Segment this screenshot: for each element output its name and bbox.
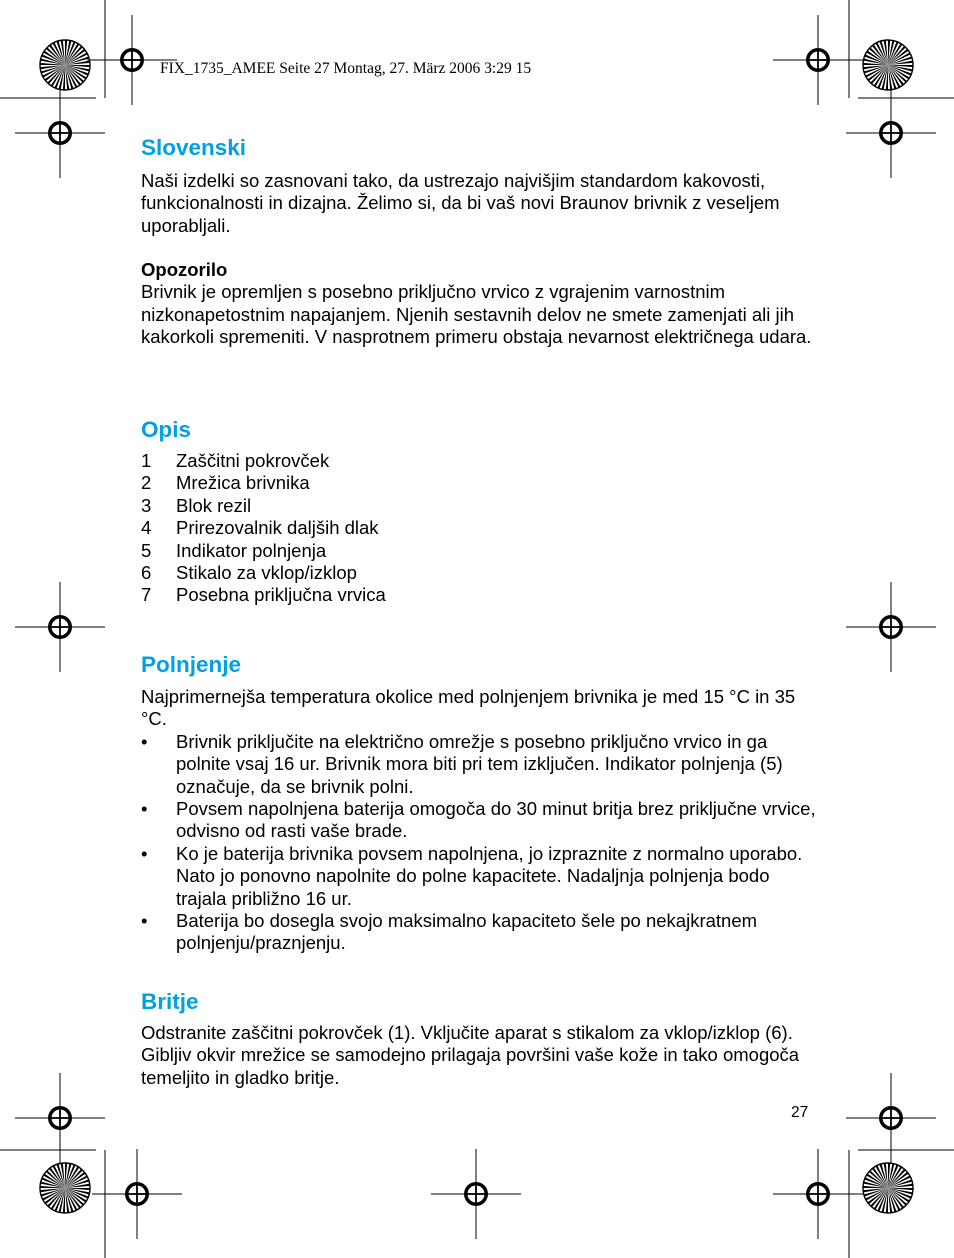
item-text: Baterija bo dosegla svojo maksimalno kapaciteto šele po nekajkratnem polnjenju/praznjenju. (176, 910, 758, 954)
starburst-target-icon (863, 40, 913, 90)
parts-list (141, 450, 821, 607)
registration-mark-icon (431, 1149, 521, 1239)
section-polnjenje (141, 686, 821, 955)
bullet-icon: • (141, 842, 148, 864)
starburst-target-icon (863, 1163, 913, 1213)
bullet-icon: • (141, 798, 148, 820)
heading-opis: Opis (141, 417, 192, 442)
warning-paragraph: Brivnik je opremljen s posebno priključno vrvico z vgrajenim varnostnim nizkonapetostnim napajanjem. Njenih sestavnih delov ne smete zamenjati ali jih kakorkoli spremeniti. V nasprotnem primeru obstaja nevarnost električnega udara. (141, 281, 812, 348)
item-number: 4 (141, 517, 152, 539)
item-text: Stikalo za vklop/izklop (176, 562, 357, 584)
item-text: Blok rezil (176, 494, 252, 516)
item-text: Brivnik priključite na električno omrežje s posebno priključno vrvico in ga polnite vsaj 16 ur. Brivnik mora biti pri tem izključen. Indikator polnjenja (5) označuje, da se brivnik polni. (176, 730, 783, 797)
list-item (141, 517, 821, 539)
registration-mark-icon (846, 88, 936, 178)
item-text: Zaščitni pokrovček (176, 450, 330, 471)
item-number: 5 (141, 539, 152, 561)
section-slovenski (141, 170, 821, 237)
section-opis (141, 450, 821, 607)
starburst-target-icon (40, 40, 90, 90)
intro-paragraph: Naši izdelki so zasnovani tako, da ustrezajo najvišjim standardom kakovosti, funkcionalnosti in dizajna. Želimo si, da bi vaš novi Braunov brivnik z veseljem uporabljali. (141, 170, 780, 236)
heading-polnjenje: Polnjenje (141, 652, 242, 677)
list-item (141, 584, 821, 606)
item-text: Posebna priključna vrvica (176, 584, 386, 606)
item-text: Ko je baterija brivnika povsem napolnjena, jo izpraznite z normalno uporabo. Nato jo ponovno napolnite do polne kapacitete. Nadaljnja polnjenja bodo trajala približno 16 ur. (176, 842, 803, 909)
list-item (141, 731, 821, 798)
intro-paragraph: Najprimernejša temperatura okolice med polnjenjem brivnika je med 15 °C in 35 °C. (141, 686, 796, 730)
item-number: 7 (141, 584, 152, 606)
list-item (141, 798, 821, 843)
registration-mark-icon (846, 582, 936, 672)
item-text: Povsem napolnjena baterija omogoča do 30 minut britja brez priključne vrvice, odvisno od rasti vaše brade. (176, 798, 816, 842)
print-slug: FIX_1735_AMEE Seite 27 Montag, 27. März 2006 3:29 15 (160, 60, 532, 77)
body-paragraph: Odstranite zaščitni pokrovček (1). Vključite aparat s stikalom za vklop/izklop (6). Gibljiv okvir mrežice se samodejno prilagaja površini vaše kože in tako omogoča temeljito in gladko britje. (141, 1022, 800, 1088)
list-item (141, 472, 821, 494)
list-item (141, 450, 821, 472)
bullet-list (141, 731, 821, 955)
section-britje (141, 1022, 821, 1089)
list-item (141, 495, 821, 517)
item-number: 6 (141, 562, 152, 584)
heading-slovenski: Slovenski (141, 135, 247, 160)
item-number: 1 (141, 450, 152, 471)
heading-britje: Britje (141, 989, 199, 1014)
page-number: 27 (791, 1104, 809, 1121)
item-text: Prirezovalnik daljših dlak (176, 517, 379, 539)
item-number: 2 (141, 472, 152, 494)
registration-mark-icon (15, 582, 105, 672)
bullet-icon: • (141, 910, 148, 932)
list-item (141, 540, 821, 562)
warning-title: Opozorilo (141, 259, 228, 280)
list-item (141, 843, 821, 910)
list-item (141, 562, 821, 584)
registration-mark-icon (15, 88, 105, 178)
item-text: Indikator polnjenja (176, 539, 327, 561)
item-text: Mrežica brivnika (176, 472, 310, 494)
bullet-icon: • (141, 730, 148, 752)
starburst-target-icon (40, 1163, 90, 1213)
warning-block (141, 259, 821, 349)
list-item (141, 910, 821, 955)
item-number: 3 (141, 494, 152, 516)
